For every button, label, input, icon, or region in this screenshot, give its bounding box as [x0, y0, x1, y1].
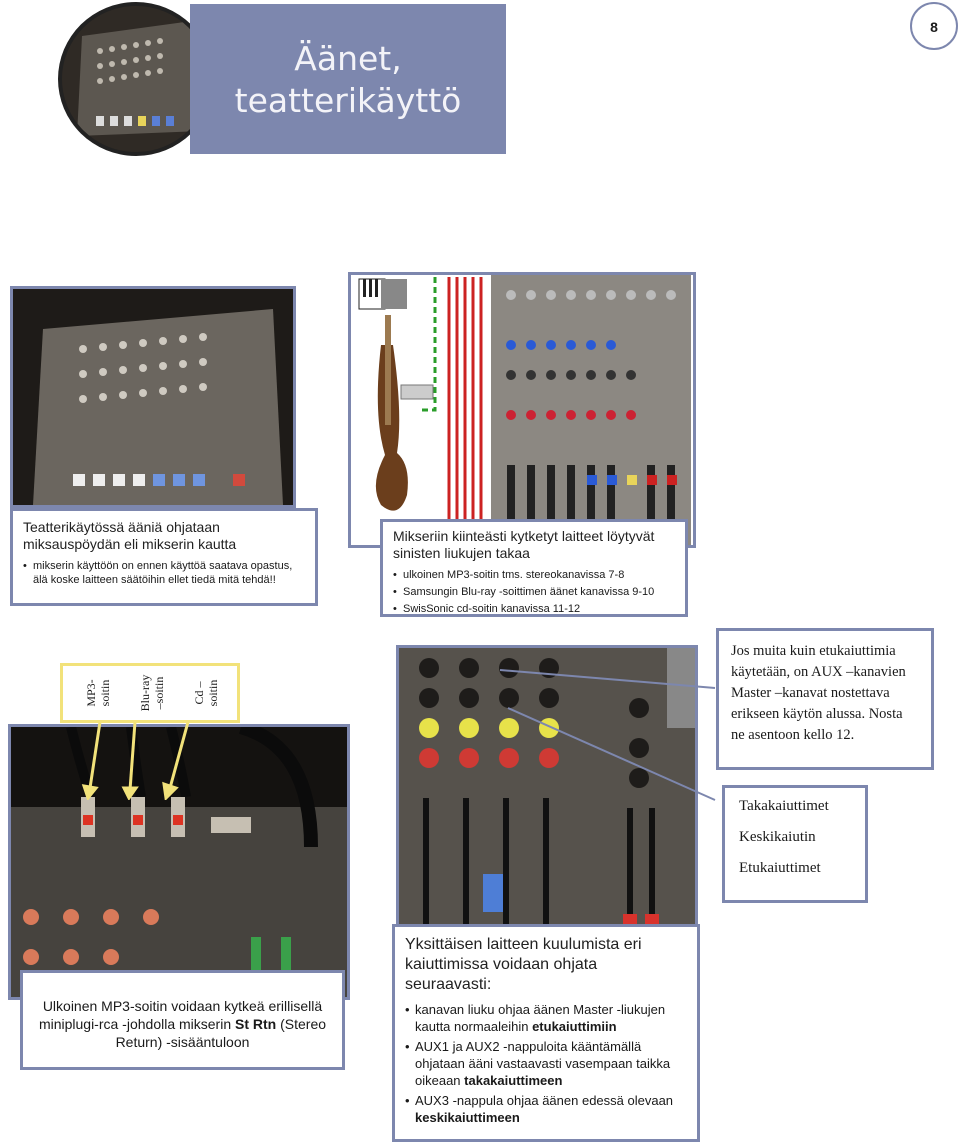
label-cd: Cd – soitin [192, 679, 220, 707]
label-bluray: Blu-ray –soitin [138, 674, 166, 712]
devices-bullet-bluray: • Samsungin Blu-ray -soittimen äänet kanavissa 9-10 [393, 585, 675, 599]
page-title: Äänet, teatterikäyttö [234, 39, 462, 120]
mp3-note-text-2: (Stereo Return) -sisääntuloon [115, 1016, 327, 1050]
control-callout [392, 924, 700, 1142]
intro-heading: Teatterikäytössä ääniä ohjataan miksauspöydän eli mikserin kautta [23, 519, 237, 552]
control-list [405, 1001, 687, 1126]
control-heading: Yksittäisen laitteen kuulumista eri kaiuttimissa voidaan ohjata seuraavasti: [405, 936, 642, 993]
aux-note: Jos muita kuin etukaiuttimia käytetään, on AUX –kanavien Master –kanavat nostettava erikseen käytön alussa. Nosta ne asentoon kello 12. [716, 628, 934, 770]
label-arrows [60, 720, 200, 800]
connector-lines [490, 650, 720, 810]
mixer-diagram [348, 272, 696, 548]
speaker-rear: Takakaiuttimet [739, 798, 829, 814]
devices-list [393, 568, 675, 616]
label-mp3: MP3- soitin [84, 679, 112, 707]
input-labels [60, 663, 240, 723]
mp3-note [20, 970, 345, 1070]
control-bullet-fader: • kanavan liuku ohjaa äänen Master -liukujen kautta normaaleihin etukaiuttimiin [405, 1001, 687, 1035]
devices-bullet-cd: • SwisSonic cd-soitin kanavissa 11-12 [393, 602, 675, 616]
title-banner [190, 4, 506, 154]
speaker-front: Etukaiuttimet [739, 860, 821, 876]
mixer-photo [10, 286, 296, 508]
devices-bullet-mp3: • ulkoinen MP3-soitin tms. stereokanavissa 7-8 [393, 568, 675, 582]
page-number: 8 [910, 2, 958, 50]
intro-bullet: • mikserin käyttöön on ennen käyttöä saatava opastus, älä koske laitteen säätöihin ellet tiedä mitä tehdä!! [23, 559, 305, 587]
speaker-center: Keskikaiutin [739, 829, 816, 845]
mp3-note-bold: St Rtn [235, 1016, 277, 1032]
mp3-note-text-1: Ulkoinen MP3-soitin voidaan kytkeä erillisellä miniplugi-rca -johdolla mikserin [38, 998, 323, 1032]
control-bullet-aux3: • AUX3 -nappula ohjaa äänen edessä olevaan keskikaiuttimeen [405, 1092, 687, 1126]
intro-callout [10, 508, 318, 606]
devices-callout [380, 519, 688, 617]
control-bullet-aux12: • AUX1 ja AUX2 -nappuloita kääntämällä ohjataan ääni vastaavasti vasempaan taikka oikeaan takakaiuttimeen [405, 1038, 687, 1089]
intro-list [23, 559, 305, 587]
devices-heading: Mikseriin kiinteästi kytketyt laitteet löytyvät sinisten liukujen takaa [393, 528, 655, 561]
speakers-callout [722, 785, 868, 903]
